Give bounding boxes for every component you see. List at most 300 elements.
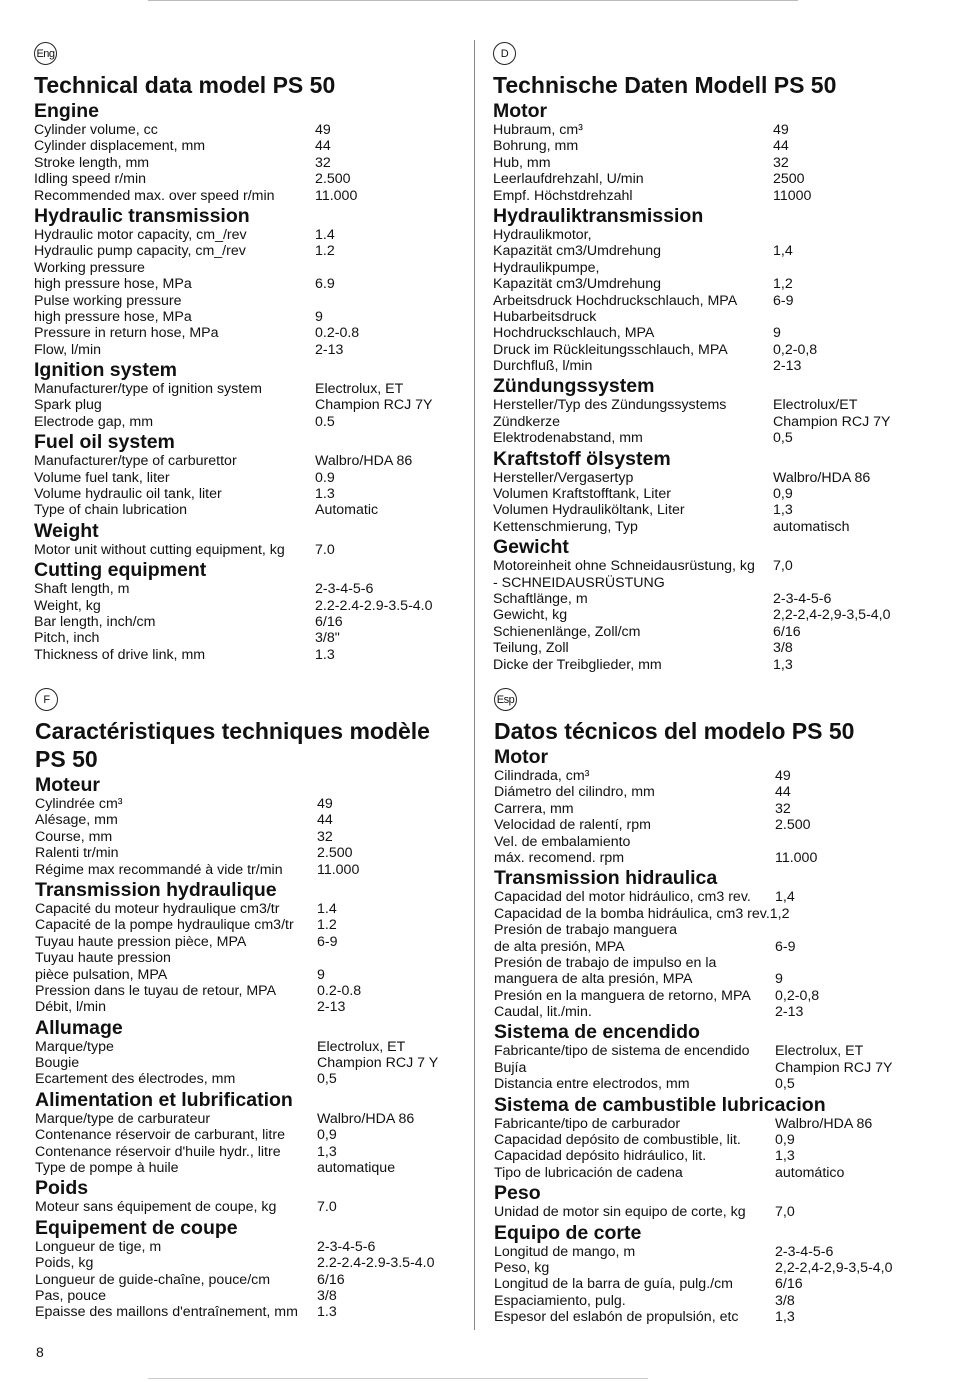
spec-row: [493, 470, 918, 486]
spec-row: [493, 122, 918, 138]
spec-label: Poids, kg: [35, 1255, 94, 1272]
spec-row: [493, 657, 918, 673]
spec-label: Marque/type de carburateur: [35, 1110, 211, 1127]
spec-label: Longueur de guide-chaîne, pouce/cm: [35, 1271, 271, 1288]
spec-row: [34, 470, 459, 486]
spec-label: Vel. de embalamiento: [494, 833, 631, 850]
group-heading: Sistema de encendido: [494, 1021, 700, 1044]
spec-row: [493, 138, 918, 154]
spec-row: [35, 983, 460, 999]
spec-value: 2-13: [775, 1004, 804, 1021]
spec-value: 2.500: [317, 845, 353, 862]
spec-value: 2500: [773, 171, 805, 188]
spec-value: automatique: [317, 1160, 396, 1177]
spec-value: 2.2-2.4-2.9-3.5-4.0: [315, 597, 433, 614]
spec-label: Motoreinheit ohne Schneidausrüstung, kg: [493, 558, 755, 575]
spec-label: Working pressure: [34, 259, 145, 276]
spec-label: Schienenlänge, Zoll/cm: [493, 623, 641, 640]
group-heading: Fuel oil system: [34, 431, 175, 454]
spec-value: 0.2-0.8: [315, 325, 360, 342]
spec-label: Hydraulikpumpe,: [493, 259, 600, 276]
spec-label: Longitud de la barra de guía, pulg./cm: [494, 1276, 733, 1293]
spec-label: Marque/type: [35, 1038, 114, 1055]
group-heading: Equipo de corte: [494, 1221, 642, 1244]
spec-value: Electrolux, ET: [315, 381, 404, 398]
spec-value: 3/8: [773, 640, 793, 657]
spec-row: [494, 1148, 919, 1164]
spec-value: 3/8": [315, 630, 340, 647]
section-spanish: [494, 688, 919, 1326]
group-heading: Kraftstoff ölsystem: [493, 447, 671, 470]
section-title: Technische Daten Modell PS 50: [493, 72, 837, 98]
spec-label: Type of chain lubrication: [34, 502, 187, 519]
spec-label: Fabricante/tipo de carburador: [494, 1115, 681, 1132]
spec-label: Pression dans le tuyau de retour, MPA: [35, 982, 277, 999]
spec-row: [34, 227, 459, 243]
spec-value: 1.4: [317, 900, 337, 917]
spec-label: Diámetro del cilindro, mm: [494, 784, 655, 801]
spec-row: [493, 502, 918, 518]
spec-row: [34, 155, 459, 171]
spec-label: Bar length, inch/cm: [34, 613, 156, 630]
spec-value: 2,2-2,4-2,9-3,5-4,0: [775, 1259, 893, 1276]
spec-value: 0,2-0,8: [775, 987, 820, 1004]
spec-value: 2-3-4-5-6: [315, 581, 374, 598]
spec-row: [493, 188, 918, 204]
spec-row: [34, 325, 459, 341]
spec-label: Hubarbeitsdruck: [493, 308, 597, 325]
spec-value: 44: [315, 138, 331, 155]
spec-value: 49: [315, 122, 331, 138]
spec-row: [35, 1304, 460, 1320]
spec-row: [35, 1255, 460, 1271]
spec-value: Electrolux/ET: [773, 397, 858, 414]
spec-label: Tipo de lubricación de cadena: [494, 1164, 683, 1181]
spec-label: Manufacturer/type of carburettor: [34, 453, 237, 470]
spec-row: [494, 955, 919, 971]
spec-label: Electrode gap, mm: [34, 413, 154, 430]
spec-row: [493, 414, 918, 430]
spec-row: [34, 502, 459, 518]
spec-value: 7.0: [315, 541, 335, 558]
spec-row: [494, 850, 919, 866]
spec-row: [493, 640, 918, 656]
spec-row: [494, 784, 919, 800]
group-heading: Hydrauliktransmission: [493, 204, 704, 227]
group-heading: Transmission hidraulica: [494, 867, 718, 890]
spec-row: [35, 1039, 460, 1055]
spec-row: [494, 1043, 919, 1059]
spec-value: 6/16: [315, 613, 343, 630]
spec-label: Pitch, inch: [34, 630, 100, 647]
spec-row: [493, 227, 918, 243]
spec-label: Capacidad depósito hidráulico, lit.: [494, 1148, 707, 1165]
spec-row: [34, 397, 459, 413]
spec-value: 1,2: [773, 276, 793, 293]
spec-value: 2-3-4-5-6: [317, 1238, 376, 1255]
spec-row: [34, 453, 459, 469]
spec-row: [494, 1060, 919, 1076]
spec-label: Presión en la manguera de retorno, MPA: [494, 987, 751, 1004]
spec-row: [35, 845, 460, 861]
spec-value: 6-9: [773, 292, 794, 309]
spec-row: [493, 342, 918, 358]
spec-value: Electrolux, ET: [317, 1038, 406, 1055]
group-heading: Engine: [34, 100, 100, 122]
spec-row: [34, 138, 459, 154]
spec-label: Velocidad de ralentí, rpm: [494, 817, 651, 834]
spec-row: [34, 171, 459, 187]
spec-row: [493, 430, 918, 446]
spec-label: Empf. Höchstdrehzahl: [493, 187, 633, 204]
spec-row: [34, 188, 459, 204]
group-heading: Poids: [35, 1177, 89, 1200]
spec-row: [35, 1111, 460, 1127]
spec-label: Hydraulic motor capacity, cm_/rev: [34, 226, 247, 243]
spec-value: 7,0: [775, 1204, 795, 1221]
spec-label: Contenance réservoir d'huile hydr., litre: [35, 1143, 281, 1160]
spec-label: high pressure hose, MPa: [34, 276, 192, 293]
spec-row: [35, 1144, 460, 1160]
spec-label: Zündkerze: [493, 413, 561, 430]
spec-row: [34, 598, 459, 614]
spec-value: 44: [773, 138, 789, 155]
spec-label: - SCHNEIDAUSRÜSTUNG: [493, 574, 665, 591]
spec-value: 32: [775, 800, 791, 817]
spec-value: 11.000: [317, 861, 360, 878]
spec-row: [34, 293, 459, 309]
spec-row: [494, 1116, 919, 1132]
spec-value: 0,9: [773, 486, 793, 503]
spec-row: [493, 309, 918, 325]
section-french: [35, 688, 460, 1321]
spec-label: Alésage, mm: [35, 812, 118, 829]
spec-label: Epaisse des maillons d'entraînement, mm: [35, 1304, 298, 1321]
spec-label: Cylinder displacement, mm: [34, 138, 206, 155]
spec-value: 9: [773, 325, 781, 342]
spec-row: [493, 591, 918, 607]
spec-value: 49: [773, 122, 789, 138]
spec-label: Flow, l/min: [34, 341, 102, 358]
spec-row: [494, 1004, 919, 1020]
spec-row: [494, 1276, 919, 1292]
spec-value: 6/16: [775, 1276, 803, 1293]
spec-value: 1,4: [775, 889, 795, 906]
spec-value: 0,2-0,8: [773, 341, 818, 358]
spec-label: Volume fuel tank, liter: [34, 469, 170, 486]
spec-value: 49: [317, 796, 333, 812]
spec-label: Presión de trabajo manguera: [494, 922, 677, 939]
spec-value: Champion RCJ 7Y: [315, 397, 433, 414]
spec-label: Régime max recommandé à vide tr/min: [35, 861, 283, 878]
spec-row: [493, 276, 918, 292]
spec-value: 7,0: [773, 558, 793, 575]
column-divider: [474, 40, 475, 1330]
spec-row: [494, 988, 919, 1004]
spec-label: high pressure hose, MPa: [34, 308, 192, 325]
spec-value: 2-13: [773, 358, 802, 375]
group-heading: Ignition system: [34, 359, 178, 382]
spec-label: Cilindrada, cm³: [494, 768, 590, 784]
spec-value: 32: [317, 828, 333, 845]
spec-value: 6/16: [773, 623, 801, 640]
spec-value: 2-13: [317, 999, 346, 1016]
spec-label: Capacidad del motor hidráulico, cm3 rev.: [494, 889, 751, 906]
spec-row: [494, 971, 919, 987]
spec-value: 1,3: [775, 1309, 795, 1326]
spec-label: Presión de trabajo de impulso en la: [494, 954, 717, 971]
group-heading: Cutting equipment: [34, 559, 207, 582]
spec-label: Débit, l/min: [35, 999, 106, 1016]
spec-row: [35, 901, 460, 917]
spec-row: [35, 967, 460, 983]
spec-value: 0,9: [317, 1127, 337, 1144]
spec-label: Stroke length, mm: [34, 154, 150, 171]
spec-row: [35, 934, 460, 950]
section-english: [34, 42, 459, 663]
spec-value: 7.0: [317, 1199, 337, 1216]
spec-label: Bohrung, mm: [493, 138, 579, 155]
spec-label: Longueur de tige, m: [35, 1238, 162, 1255]
spec-row: [494, 1309, 919, 1325]
spec-row: [34, 581, 459, 597]
spec-value: 0.2-0.8: [317, 982, 362, 999]
spec-row: [35, 1127, 460, 1143]
group-heading: Zündungssystem: [493, 375, 655, 398]
spec-label: Kapazität cm3/Umdrehung: [493, 243, 661, 260]
page-number: 8: [36, 1344, 44, 1360]
spec-value: 6-9: [317, 933, 338, 950]
spec-label: Hydraulic pump capacity, cm_/rev: [34, 243, 246, 260]
language-badge-icon: Eng: [34, 42, 57, 65]
spec-value: 9: [315, 308, 323, 325]
spec-value: 2.2-2.4-2.9-3.5-4.0: [317, 1255, 435, 1272]
spec-label: Ralenti tr/min: [35, 845, 119, 862]
spec-row: [35, 950, 460, 966]
spec-label: Volumen Kraftstofftank, Liter: [493, 486, 671, 503]
spec-label: Durchfluß, l/min: [493, 358, 593, 375]
section-title: Technical data model PS 50: [34, 72, 336, 98]
spec-label: Hersteller/Vergasertyp: [493, 469, 634, 486]
spec-row: [35, 1288, 460, 1304]
spec-row: [34, 614, 459, 630]
spec-value: Automatic: [315, 502, 379, 519]
spec-label: Hubraum, cm³: [493, 122, 583, 138]
spec-value: 2-3-4-5-6: [773, 590, 832, 607]
group-heading: Motor: [493, 100, 548, 122]
spec-value: 2,2-2,4-2,9-3,5-4,0: [773, 607, 891, 624]
spec-label: Distancia entre electrodos, mm: [494, 1076, 690, 1093]
spec-value: 1.3: [315, 646, 335, 663]
spec-label: Espaciamiento, pulg.: [494, 1292, 626, 1309]
spec-row: [493, 358, 918, 374]
spec-value: Walbro/HDA 86: [775, 1115, 873, 1132]
spec-row: [494, 1260, 919, 1276]
spec-value: 1,3: [773, 502, 793, 519]
spec-value: Champion RCJ 7 Y: [317, 1055, 439, 1072]
spec-row: [35, 1272, 460, 1288]
spec-row: [493, 293, 918, 309]
spec-row: [494, 801, 919, 817]
spec-label: Cylinder volume, cc: [34, 122, 158, 138]
spec-row: [34, 381, 459, 397]
spec-value: 1.4: [315, 226, 335, 243]
group-heading: Motor: [494, 746, 549, 768]
spec-value: 2.500: [315, 171, 351, 188]
spec-label: Longitud de mango, m: [494, 1243, 636, 1260]
spec-label: Bujía: [494, 1059, 527, 1076]
spec-row: [35, 829, 460, 845]
spec-label: Capacidad depósito de combustible, lit.: [494, 1132, 741, 1149]
spec-label: Schaftlänge, m: [493, 590, 588, 607]
spec-value: 2-3-4-5-6: [775, 1243, 834, 1260]
spec-row: [34, 243, 459, 259]
spec-row: [34, 647, 459, 663]
spec-label: Capacité de la pompe hydraulique cm3/tr: [35, 917, 294, 934]
section-title: Caractéristiques techniques modèle PS 50: [35, 718, 430, 772]
spec-value: 44: [775, 784, 791, 801]
group-heading: Transmission hydraulique: [35, 878, 277, 901]
spec-label: Cylindrée cm³: [35, 796, 123, 812]
spec-row: [35, 862, 460, 878]
spec-label: Pressure in return hose, MPa: [34, 325, 219, 342]
language-badge-icon: F: [35, 688, 58, 711]
bottom-rule: [148, 1378, 648, 1379]
spec-value: Electrolux, ET: [775, 1043, 864, 1060]
spec-row: [494, 1244, 919, 1260]
spec-row: [35, 812, 460, 828]
spec-label: Pulse working pressure: [34, 292, 182, 309]
spec-label: Ecartement des électrodes, mm: [35, 1071, 236, 1088]
spec-label: Peso, kg: [494, 1259, 550, 1276]
spec-label: Tuyau haute pression: [35, 950, 171, 967]
spec-row: [493, 486, 918, 502]
spec-label: Unidad de motor sin equipo de corte, kg: [494, 1204, 746, 1221]
spec-label: Leerlaufdrehzahl, U/min: [493, 171, 644, 188]
spec-value: 32: [773, 154, 789, 171]
spec-value: Walbro/HDA 86: [773, 469, 871, 486]
group-heading: Peso: [494, 1182, 541, 1205]
spec-value: 1,4: [773, 243, 793, 260]
spec-value: 6-9: [775, 938, 796, 955]
spec-value: 0,5: [775, 1076, 795, 1093]
spec-row: [493, 155, 918, 171]
spec-label: Pas, pouce: [35, 1287, 106, 1304]
spec-value: 1.2: [315, 243, 335, 260]
spec-label: Kapazität cm3/Umdrehung: [493, 276, 661, 293]
spec-label: Bougie: [35, 1055, 80, 1072]
spec-value: 1,3: [775, 1148, 795, 1165]
spec-label: Capacidad de la bomba hidráulica, cm3 rev.1,2: [494, 905, 790, 922]
spec-label: Kettenschmierung, Typ: [493, 518, 638, 535]
spec-value: 2.500: [775, 817, 811, 834]
spec-label: Volumen Hydrauliköltank, Liter: [493, 502, 685, 519]
spec-row: [493, 260, 918, 276]
spec-row: [494, 1165, 919, 1181]
spec-value: 49: [775, 768, 791, 784]
spec-row: [493, 397, 918, 413]
spec-row: [494, 939, 919, 955]
spec-row: [34, 630, 459, 646]
spec-label: Carrera, mm: [494, 800, 574, 817]
spec-value: 0.5: [315, 413, 335, 430]
spec-value: 0,5: [317, 1071, 337, 1088]
spec-value: Champion RCJ 7Y: [775, 1059, 893, 1076]
spec-row: [494, 906, 919, 922]
spec-row: [494, 1204, 919, 1220]
spec-value: 3/8: [775, 1292, 795, 1309]
spec-row: [35, 796, 460, 812]
spec-label: Contenance réservoir de carburant, litre: [35, 1127, 285, 1144]
spec-label: Course, mm: [35, 828, 113, 845]
spec-row: [493, 575, 918, 591]
spec-row: [34, 542, 459, 558]
spec-row: [494, 817, 919, 833]
spec-label: Shaft length, m: [34, 581, 130, 598]
spec-label: Teilung, Zoll: [493, 640, 569, 657]
spec-value: 1.3: [317, 1304, 337, 1321]
spec-label: Recommended max. over speed r/min: [34, 187, 275, 204]
spec-label: pièce pulsation, MPA: [35, 966, 168, 983]
spec-label: Volume hydraulic oil tank, liter: [34, 486, 222, 503]
spec-label: Caudal, lit./min.: [494, 1004, 592, 1021]
spec-label: Arbeitsdruck Hochdruckschlauch, MPA: [493, 292, 738, 309]
spec-label: Hochdruckschlauch, MPA: [493, 325, 655, 342]
group-heading: Weight: [34, 519, 99, 542]
spec-row: [35, 999, 460, 1015]
spec-value: 6.9: [315, 276, 335, 293]
spec-row: [494, 1132, 919, 1148]
spec-value: 0,9: [775, 1132, 795, 1149]
spec-value: 1,3: [317, 1143, 337, 1160]
spec-row: [35, 1071, 460, 1087]
spec-value: 0.9: [315, 469, 335, 486]
group-heading: Hydraulic transmission: [34, 204, 250, 227]
spec-value: 2-13: [315, 341, 344, 358]
spec-row: [493, 171, 918, 187]
spec-value: 1.2: [317, 917, 337, 934]
spec-value: 6/16: [317, 1271, 345, 1288]
spec-value: Champion RCJ 7Y: [773, 413, 891, 430]
spec-row: [493, 558, 918, 574]
spec-row: [34, 276, 459, 292]
group-heading: Alimentation et lubrification: [35, 1088, 293, 1111]
spec-row: [494, 922, 919, 938]
spec-value: 0,5: [773, 430, 793, 447]
spec-value: 11.000: [315, 187, 358, 204]
spec-label: Dicke der Treibglieder, mm: [493, 656, 662, 673]
spec-value: Walbro/HDA 86: [317, 1110, 415, 1127]
spec-label: manguera de alta presión, MPA: [494, 971, 693, 988]
spec-row: [35, 1239, 460, 1255]
spec-row: [34, 342, 459, 358]
spec-value: Walbro/HDA 86: [315, 453, 413, 470]
spec-label: Hydraulikmotor,: [493, 226, 592, 243]
spec-row: [494, 834, 919, 850]
language-badge-icon: Esp: [494, 688, 517, 711]
group-heading: Moteur: [35, 774, 100, 796]
spec-value: 44: [317, 812, 333, 829]
spec-label: Capacité du moteur hydraulique cm3/tr: [35, 900, 280, 917]
spec-label: Elektrodenabstand, mm: [493, 430, 643, 447]
spec-row: [35, 1160, 460, 1176]
spec-label: Moteur sans équipement de coupe, kg: [35, 1199, 277, 1216]
spec-row: [493, 325, 918, 341]
spec-label: Druck im Rückleitungsschlauch, MPA: [493, 341, 728, 358]
spec-row: [34, 414, 459, 430]
spec-value: 11.000: [775, 849, 818, 866]
spec-row: [493, 624, 918, 640]
